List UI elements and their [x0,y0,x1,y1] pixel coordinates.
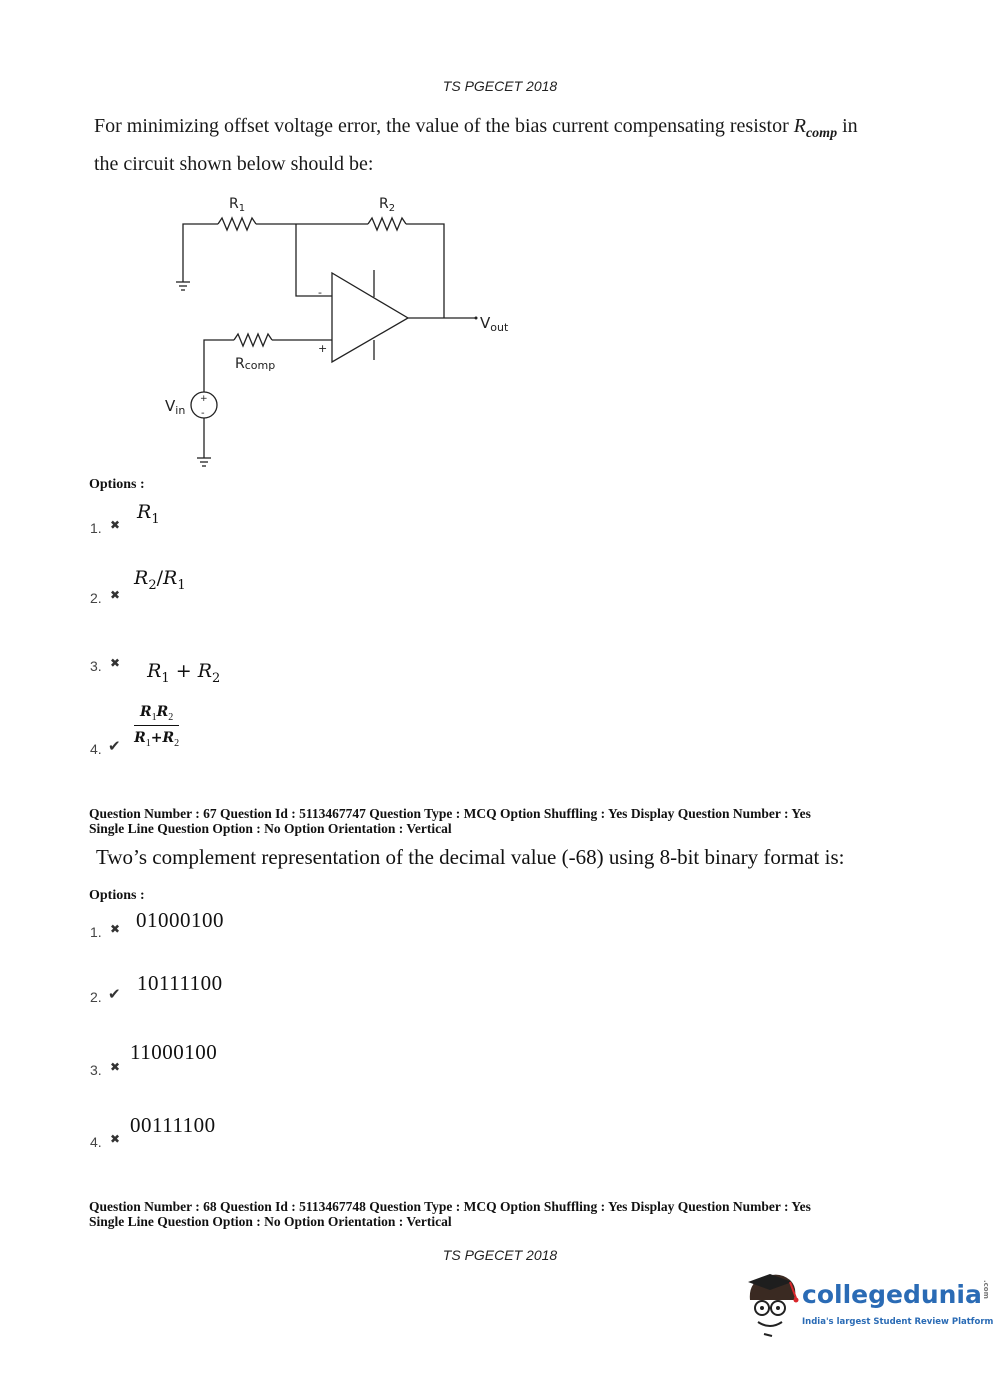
inverting-input-sign: - [318,286,322,299]
q67-option-2-value[interactable]: 10111100 [137,971,223,995]
q66-option-3-number: 3. [90,658,102,674]
question-67-text: Two’s complement representation of the decimal value (-68) using 8-bit binary format is: [96,845,845,869]
q68-meta-line2: Single Line Question Option : No Option Orientation : Vertical [89,1214,452,1229]
label-r1: $R_1$ [229,196,246,214]
q67-option-3-value[interactable]: 11000100 [130,1040,218,1064]
q66-option-3-value[interactable]: $R_1 + R_2$ [147,660,221,686]
q66-option-4-check-icon: ✔ [108,737,121,755]
q67-option-2-number: 2. [90,989,102,1005]
resistor-r2 [368,218,406,230]
q66-option-1-cross-icon: ✖ [110,518,121,532]
question-66-text-line2: the circuit shown below should be: [94,153,374,175]
logo-wordmark: collegedunia.com [802,1280,990,1309]
q66-option-1-number: 1. [90,520,102,536]
q67-option-1-number: 1. [90,924,102,940]
non-inverting-input-sign: + [318,342,328,355]
q67-option-1-cross-icon: ✖ [110,922,121,936]
q67-meta-line1: Question Number : 67 Question Id : 5113467747 Question Type : MCQ Option Shuffling : Yes Display Question Number : Yes [89,806,811,821]
collegedunia-logo[interactable] [740,1268,994,1340]
wire-r1-left [183,224,218,282]
source-plus-sign: + [200,394,208,404]
q66-option-2-cross-icon: ✖ [110,588,121,602]
q67-option-3-number: 3. [90,1062,102,1078]
op-amp-circuit-diagram [0,0,1000,480]
q66-options-label: Options : [89,477,145,492]
q66-option-1-value[interactable]: $R_1$ [137,501,160,527]
q67-meta [89,806,811,836]
q66-option-2-number: 2. [90,590,102,606]
q68-meta-line1: Question Number : 68 Question Id : 5113467748 Question Type : MCQ Option Shuffling : Yes Display Question Number : Yes [89,1199,811,1214]
resistor-r1 [218,218,256,230]
label-r2: $R_2$ [379,196,396,214]
mascot-icon [740,1270,802,1338]
label-vout: $V_{out}$ [480,314,509,334]
q66-line1-after: in [842,115,858,137]
q66-option-4-fraction[interactable] [134,703,179,749]
resistor-rcomp [234,334,272,346]
fraction-denominator: $R_1+R_2$ [134,730,180,750]
q66-line1-before: For minimizing offset voltage error, the value of the bias current compensating resistor [94,115,789,137]
q66-rcomp-symbol: $R_{comp}$ [793,115,838,141]
label-rcomp: Rcomp [235,356,276,372]
op-amp-symbol [332,273,408,362]
q67-option-1-value[interactable]: 01000100 [136,908,224,932]
q66-option-2-value[interactable]: $R_2/R_1$ [134,567,186,593]
q67-option-2-check-icon: ✔ [108,985,121,1003]
page-footer: TS PGECET 2018 [442,1247,558,1263]
fraction-numerator: $R_1R_2$ [134,703,179,726]
q67-option-4-value[interactable]: 00111100 [130,1113,216,1137]
source-minus-sign: - [201,408,205,419]
q67-option-3-cross-icon: ✖ [110,1060,121,1074]
q68-meta [89,1199,811,1229]
q67-options-label: Options : [89,888,145,903]
q67-option-4-number: 4. [90,1134,102,1150]
q66-option-3-cross-icon: ✖ [110,656,121,670]
label-vin: $V_{in}$ [165,397,186,417]
logo-tagline: India's largest Student Review Platform [802,1317,994,1327]
q66-option-4-number: 4. [90,741,102,757]
page-header: TS PGECET 2018 [442,78,558,94]
q67-option-4-cross-icon: ✖ [110,1132,121,1146]
q67-meta-line2: Single Line Question Option : No Option Orientation : Vertical [89,821,452,836]
